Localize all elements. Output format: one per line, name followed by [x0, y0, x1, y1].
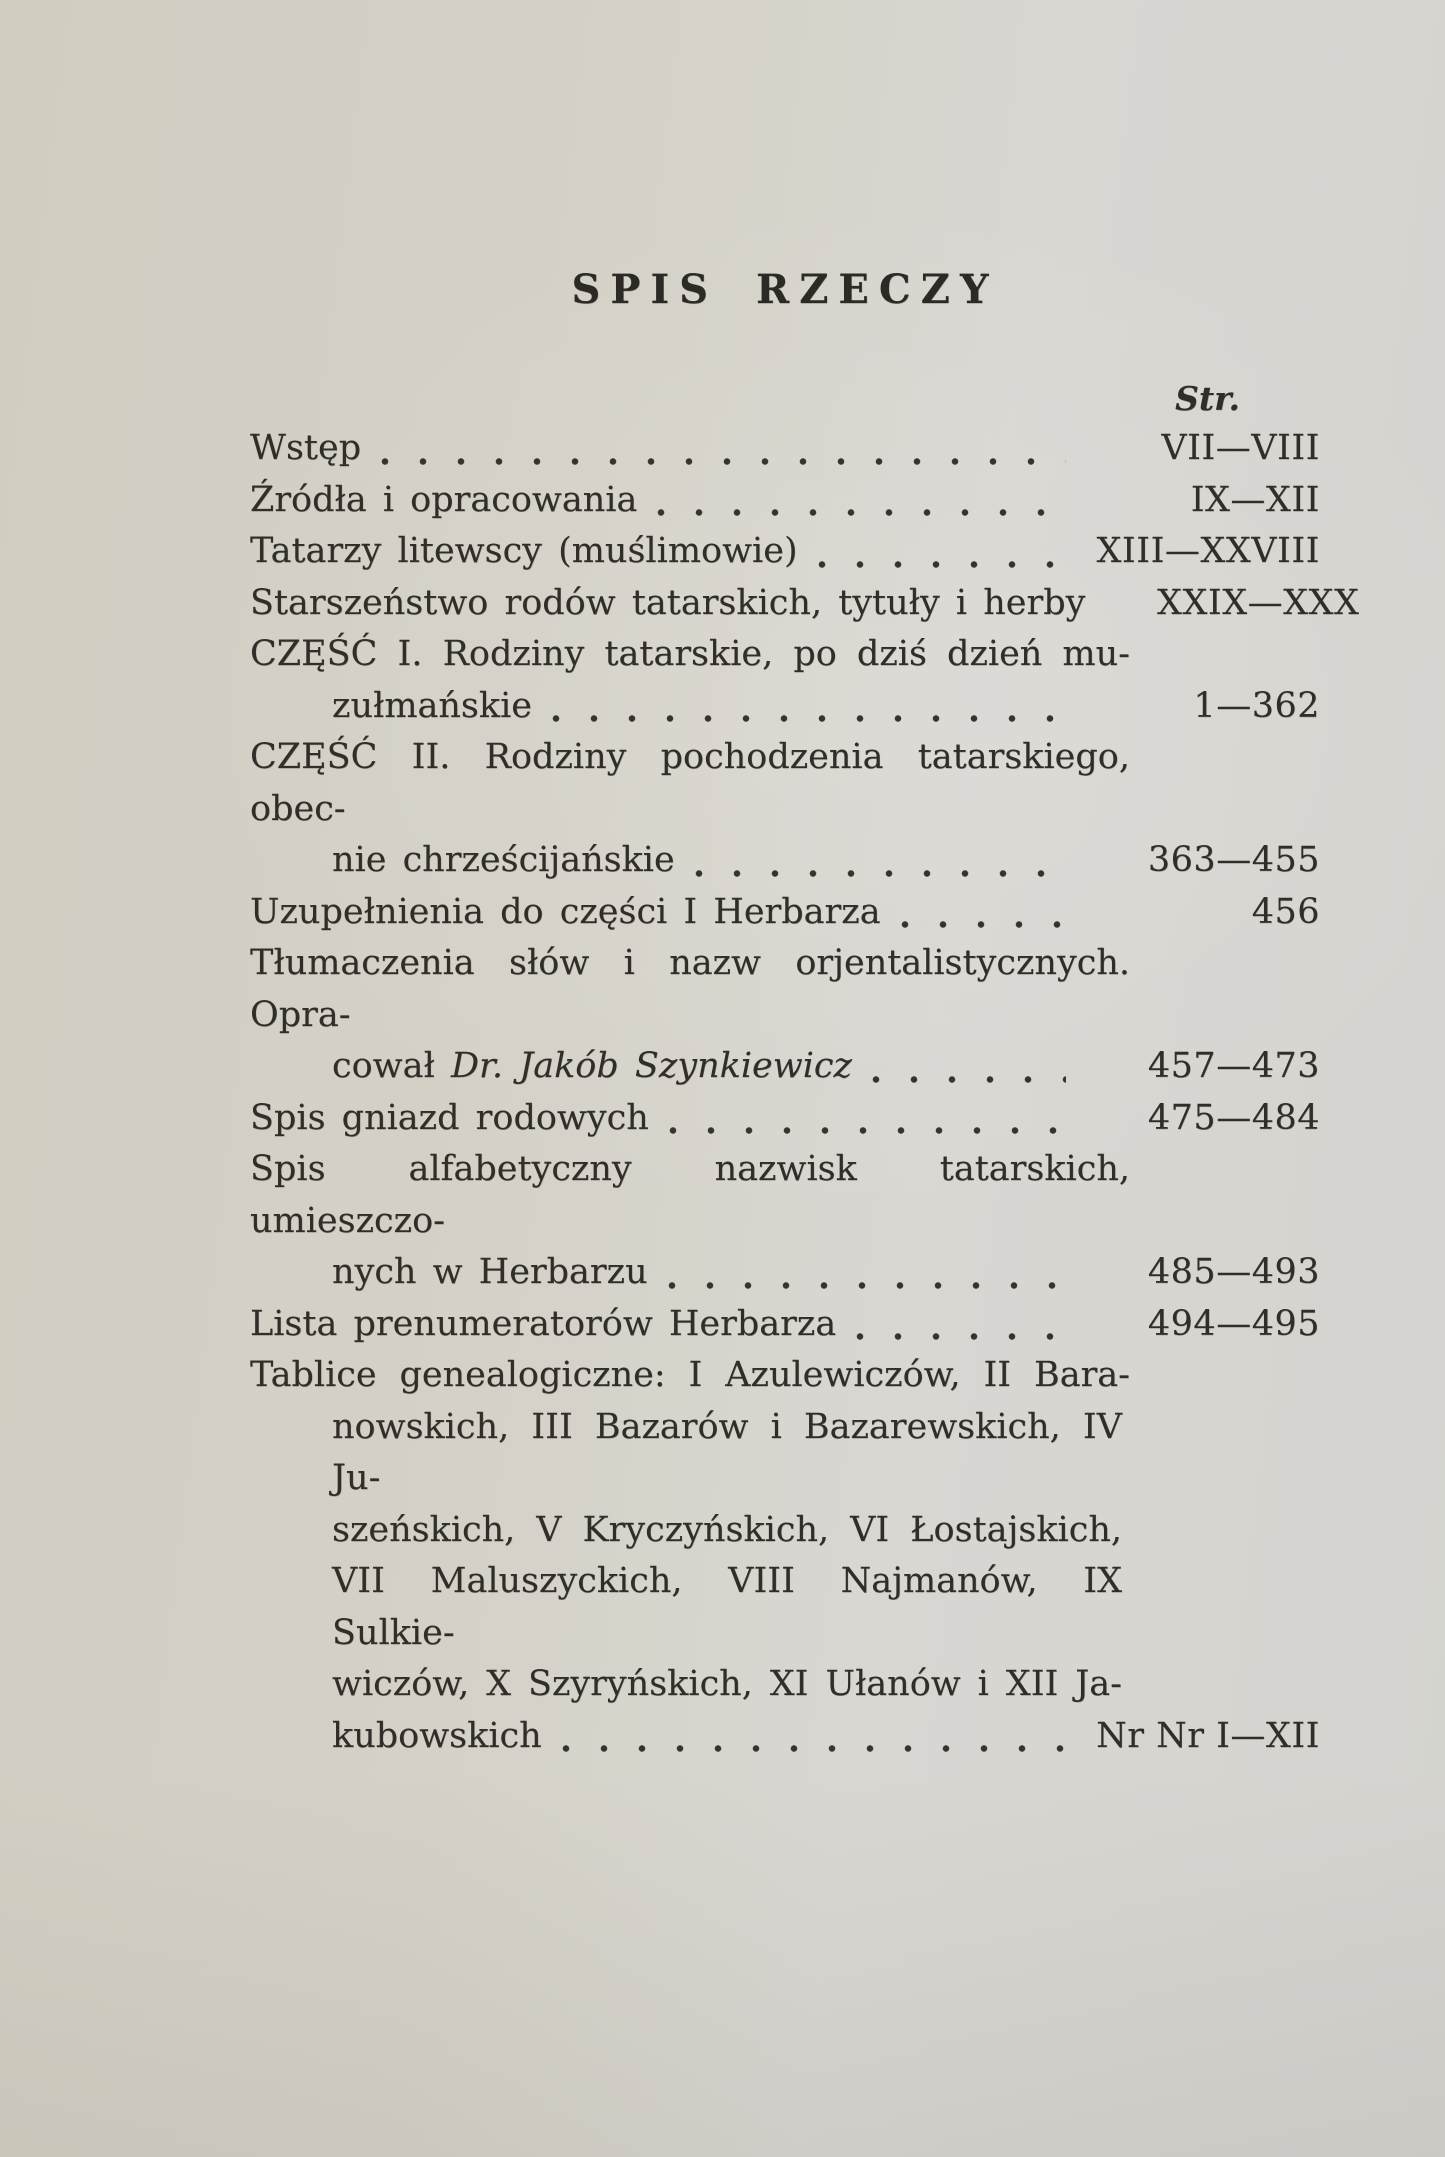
toc-entry-text: kubowskich	[332, 1715, 542, 1756]
toc-row	[250, 629, 1320, 681]
page-number: IX—XII	[1190, 479, 1320, 520]
page-number: 494—495	[1147, 1303, 1320, 1344]
toc-entry-text: VII Maluszyckich, VIII Najmanów, IX Sulkie-	[332, 1561, 1122, 1653]
toc-row	[250, 1247, 1320, 1299]
toc-row	[250, 887, 1320, 939]
dot-leader	[657, 509, 1066, 516]
toc-list	[250, 423, 1360, 1762]
toc-row	[250, 578, 1360, 630]
toc-entry-text: nie chrześcijańskie	[332, 840, 675, 880]
page-title: SPIS RZECZY	[571, 266, 999, 313]
toc-row	[250, 732, 1320, 835]
toc-entry-text: Wstęp	[250, 428, 362, 468]
toc-entry-text: Uzupełnienia do części I Herbarza	[250, 891, 881, 932]
dot-leader	[381, 458, 1066, 465]
dot-leader	[562, 1745, 1066, 1752]
toc-entry-text: Lista prenumeratorów Herbarza	[250, 1303, 837, 1344]
page-number: 456	[1251, 891, 1320, 932]
toc-row	[250, 423, 1320, 475]
toc-entry-text: Źródła i opracowania	[250, 479, 638, 520]
toc-entry-text: wiczów, X Szyryńskich, XI Ułanów i XII Ja-	[332, 1664, 1122, 1704]
page-number: 363—455	[1147, 840, 1320, 880]
dot-leader	[552, 715, 1066, 722]
dot-leader	[695, 870, 1066, 877]
toc-row	[250, 835, 1320, 887]
toc-row	[250, 1402, 1320, 1505]
toc-row	[250, 1041, 1320, 1093]
toc-entry-text: cował Dr. Jakób Szynkiewicz	[332, 1046, 852, 1086]
toc-entry-text: CZĘŚĆ II. Rodziny pochodzenia tatarskiego, obec-	[250, 737, 1130, 829]
dot-leader	[872, 1076, 1066, 1083]
toc-row	[250, 1659, 1320, 1711]
toc-row	[250, 681, 1320, 733]
toc-row	[250, 1144, 1320, 1247]
dot-leader	[856, 1333, 1066, 1340]
toc-row	[250, 1711, 1320, 1763]
toc-entry-text: CZĘŚĆ I. Rodziny tatarskie, po dziś dzień mu-	[250, 634, 1130, 674]
dot-leader	[668, 1282, 1066, 1289]
toc-row	[250, 1350, 1320, 1402]
page-number: XXIX—XXX	[1157, 582, 1360, 623]
page-number: 1—362	[1193, 685, 1320, 726]
page-column-header: Str.	[1175, 379, 1240, 418]
page-number: Nr Nr I—XII	[1096, 1715, 1320, 1756]
toc-entry-text: Starszeństwo rodów tatarskich, tytuły i herby	[250, 582, 1086, 623]
toc-entry-text: Tatarzy litewscy (muślimowie)	[250, 531, 798, 571]
toc-row	[250, 1299, 1320, 1351]
toc-entry-text: Tablice genealogiczne: I Azulewiczów, II Bara-	[250, 1355, 1130, 1395]
toc-row	[250, 938, 1320, 1041]
toc-row	[250, 1556, 1320, 1659]
toc-row	[250, 1093, 1320, 1145]
toc-entry-text: Spis alfabetyczny nazwisk tatarskich, umieszczo-	[250, 1149, 1130, 1241]
toc-row	[250, 526, 1320, 578]
toc-entry-text: nowskich, III Bazarów i Bazarewskich, IV Ju-	[332, 1406, 1122, 1498]
toc-entry-text: Spis gniazd rodowych	[250, 1097, 649, 1138]
toc-entry-text: szeńskich, V Kryczyńskich, VI Łostajskich,	[332, 1509, 1122, 1550]
page-number: 485—493	[1147, 1252, 1320, 1292]
toc-entry-text: zułmańskie	[332, 685, 533, 726]
dot-leader	[901, 921, 1066, 928]
page-number: 457—473	[1147, 1046, 1320, 1086]
toc-row	[250, 1505, 1320, 1557]
page-number: VII—VIII	[1161, 428, 1320, 468]
page-number: XIII—XXVIII	[1096, 531, 1320, 571]
page-number: 475—484	[1147, 1097, 1320, 1138]
toc-entry-text: Tłumaczenia słów i nazw orjentalistycznych. Opra-	[250, 943, 1130, 1035]
toc-entry-text: nych w Herbarzu	[332, 1252, 648, 1292]
toc-row	[250, 475, 1320, 527]
page-content	[250, 0, 1360, 1762]
dot-leader	[818, 561, 1066, 568]
toc-entry-italic-text: Dr. Jakób Szynkiewicz	[450, 1046, 852, 1086]
dot-leader	[669, 1127, 1066, 1134]
